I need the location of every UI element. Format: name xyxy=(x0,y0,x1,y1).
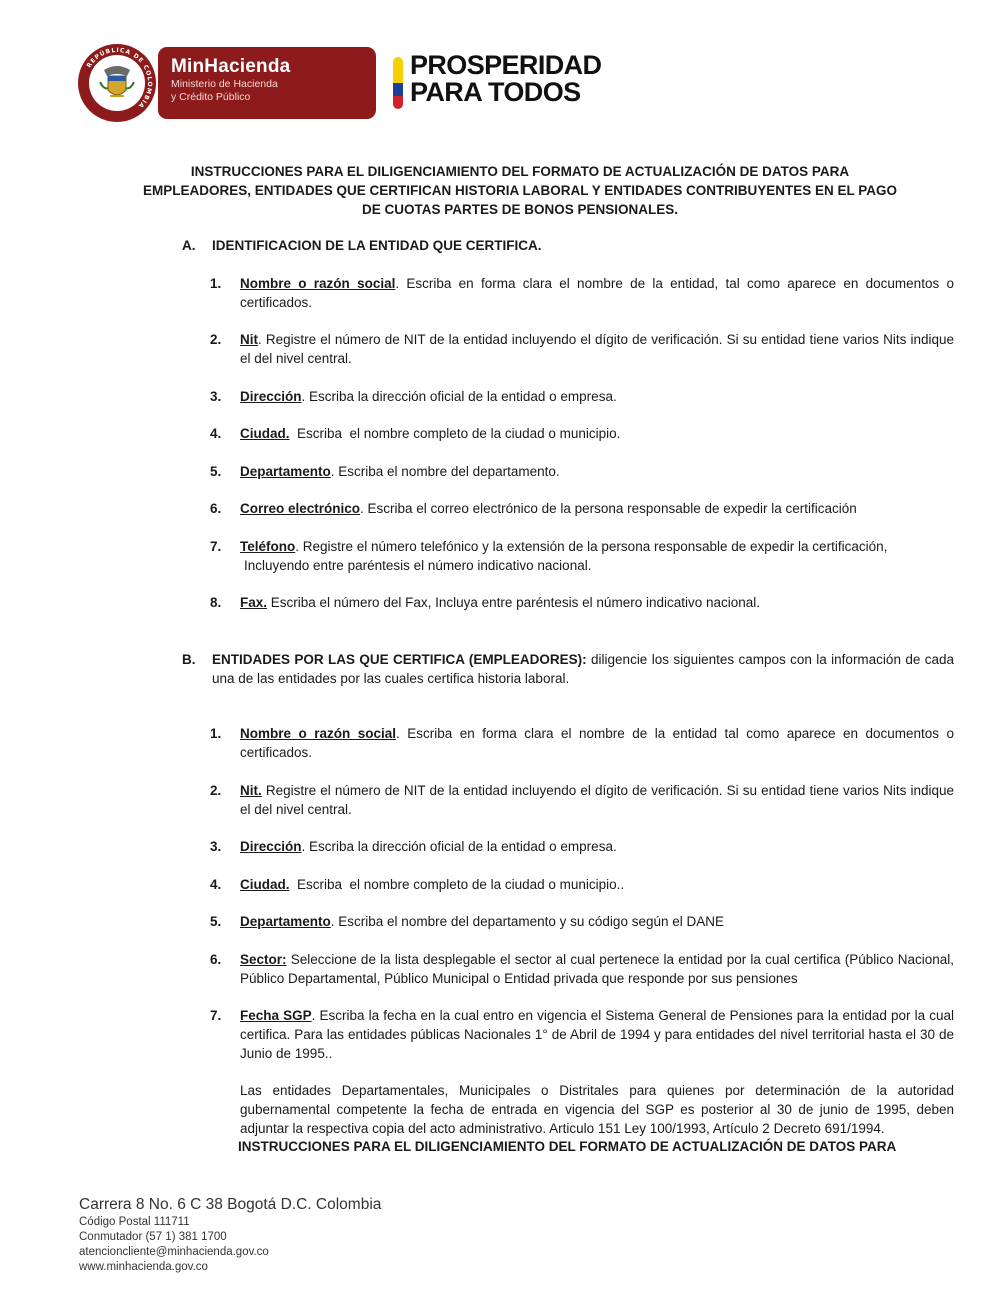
item-text: . Registre el número de NIT de la entidad incluyendo el dígito de verificación. Si su entidad tiene varios Nits indique el del nivel central. xyxy=(240,332,954,366)
item-label: Nombre o razón social xyxy=(240,726,396,741)
seal-ring-icon xyxy=(78,44,156,122)
document-title-line: INSTRUCCIONES PARA EL DILIGENCIAMIENTO DEL FORMATO DE ACTUALIZACIÓN DE DATOS PARA xyxy=(190,164,850,179)
item-text: Escriba el nombre completo de la ciudad o municipio.. xyxy=(289,877,625,892)
footer-phone: Conmutador (57 1) 381 1700 xyxy=(79,1231,227,1243)
ministry-logo-sub1: Ministerio de Hacienda xyxy=(171,78,278,90)
item-number: 7. xyxy=(210,539,222,554)
item-number: 3. xyxy=(210,839,222,854)
item-label: Sector: xyxy=(240,952,287,967)
item-text: Seleccione de la lista desplegable el sector al cual pertenece la entidad por la cual certifica (Público Nacional, Público Departamental, Público Municipal o Entidad privada que responde por sus pensiones xyxy=(240,952,954,986)
legal-note: Las entidades Departamentales, Municipales o Distritales para quienes por determinación de la autoridad gubernamental competente la fecha de entrada en vigencia del SGP es posterior al 30 de junio de 1995, deben adjuntar la respectiva copia del acto administrativo. Articulo 151 Ley 100/1993, Artículo 2 Decreto 691/1994. xyxy=(240,1083,954,1136)
item-label: Correo electrónico xyxy=(240,501,361,516)
item-text: . Escriba el nombre del departamento. xyxy=(330,464,560,479)
ministry-logo-sub2: y Crédito Público xyxy=(171,91,251,103)
item-label: Nit. xyxy=(240,783,262,798)
item-label: Dirección xyxy=(240,839,302,854)
item-label: Nombre o razón social xyxy=(240,276,396,291)
item-number: 7. xyxy=(210,1008,222,1023)
item-number: 2. xyxy=(210,332,222,347)
list-item xyxy=(210,781,954,819)
footer-postal-code: Código Postal 111711 xyxy=(79,1216,190,1228)
item-number: 5. xyxy=(210,464,222,479)
list-item xyxy=(210,424,954,443)
item-number: 5. xyxy=(210,914,222,929)
item-text: . Escriba en forma clara el nombre de la entidad, tal como aparece en documentos o certificados. xyxy=(240,276,954,310)
item-number: 4. xyxy=(210,877,222,892)
item-number: 8. xyxy=(210,595,222,610)
slogan-line-2: PARA TODOS xyxy=(410,77,581,107)
item-label: Departamento xyxy=(240,464,331,479)
section-title: ENTIDADES POR LAS QUE CERTIFICA (EMPLEADORES): xyxy=(212,652,587,667)
item-text: . Escriba la fecha en la cual entro en vigencia el Sistema General de Pensiones para la entidad por la cual certifica. Para las entidades públicas Nacionales 1° de Abril de 1994 y para entidades del nivel territorial hasta el 30 de Junio de 1995.. xyxy=(240,1008,954,1061)
list-item xyxy=(210,274,954,312)
item-text: . Registre el número telefónico y la extensión de la persona responsable de expedir la certificación, xyxy=(295,539,888,554)
list-item xyxy=(210,875,954,894)
item-number: 3. xyxy=(210,389,222,404)
page-footer xyxy=(79,1195,381,1275)
list-item xyxy=(210,537,954,575)
footer-email: atencioncliente@minhacienda.gov.co xyxy=(79,1246,269,1258)
slogan-line-1: PROSPERIDAD xyxy=(410,50,602,80)
document-title-line: EMPLEADORES, ENTIDADES QUE CERTIFICAN HISTORIA LABORAL Y ENTIDADES CONTRIBUYENTES EN EL PAGO xyxy=(142,183,898,198)
list-item xyxy=(210,912,954,931)
item-text: . Escriba el correo electrónico de la persona responsable de expedir la certificación xyxy=(360,501,857,516)
item-number: 4. xyxy=(210,426,222,441)
section-b-heading xyxy=(182,650,954,688)
item-text: . Escriba en forma clara el nombre de la entidad tal como aparece en documentos o certificados. xyxy=(240,726,954,760)
section-letter: B. xyxy=(182,652,196,667)
item-number: 6. xyxy=(210,501,222,516)
document-title-line: DE CUOTAS PARTES DE BONOS PENSIONALES. xyxy=(361,202,679,217)
list-item xyxy=(210,462,954,481)
item-text: . Escriba la dirección oficial de la entidad o empresa. xyxy=(301,389,617,404)
list-item xyxy=(210,593,954,612)
item-label: Teléfono xyxy=(240,539,296,554)
item-number: 1. xyxy=(210,276,222,291)
document-title xyxy=(120,162,920,219)
item-label: Nit xyxy=(240,332,258,347)
list-item xyxy=(210,724,954,762)
minhacienda-logo xyxy=(158,47,376,119)
list-item xyxy=(210,387,954,406)
list-item xyxy=(210,950,954,988)
list-item xyxy=(210,837,954,856)
item-number: 1. xyxy=(210,726,222,741)
item-text: . Escriba el nombre del departamento y su código según el DANE xyxy=(330,914,724,929)
footer-address: Carrera 8 No. 6 C 38 Bogotá D.C. Colombia xyxy=(79,1196,382,1213)
item-text: Registre el número de NIT de la entidad incluyendo el dígito de verificación. Si su entidad tiene varios Nits indique el del nivel central. xyxy=(240,783,954,817)
list-item xyxy=(210,1006,954,1063)
colombia-flag-icon xyxy=(393,57,403,109)
section-a-heading xyxy=(182,236,954,255)
item-text-continued: Incluyendo entre paréntesis el número indicativo nacional. xyxy=(244,558,592,573)
footer-website: www.minhacienda.gov.co xyxy=(79,1261,208,1273)
item-label: Fax. xyxy=(240,595,268,610)
svg-text:REPÚBLICA DE COLOMBIA xyxy=(86,47,154,110)
item-label: Fecha SGP xyxy=(240,1008,312,1023)
item-label: Ciudad. xyxy=(240,877,290,892)
repeated-title: INSTRUCCIONES PARA EL DILIGENCIAMIENTO DEL FORMATO DE ACTUALIZACIÓN DE DATOS PARA xyxy=(238,1139,897,1154)
item-text: . Escriba la dirección oficial de la entidad o empresa. xyxy=(301,839,617,854)
seal-ring-text: REPÚBLICA DE COLOMBIA xyxy=(85,46,154,110)
section-description: diligencie los siguientes campos con la información de cada una de las entidades por las cuales certifica historia laboral. xyxy=(212,652,954,686)
ministry-logo-title: MinHacienda xyxy=(171,56,291,77)
item-text: Escriba el nombre completo de la ciudad o municipio. xyxy=(289,426,621,441)
section-title: IDENTIFICACION DE LA ENTIDAD QUE CERTIFICA. xyxy=(212,238,542,253)
item-number: 2. xyxy=(210,783,222,798)
item-label: Ciudad. xyxy=(240,426,290,441)
list-item xyxy=(210,330,954,368)
item-number: 6. xyxy=(210,952,222,967)
item-text: Escriba el número del Fax, Incluya entre paréntesis el número indicativo nacional. xyxy=(267,595,761,610)
list-item xyxy=(210,499,954,518)
coat-of-arms-seal xyxy=(78,44,156,122)
item-label: Departamento xyxy=(240,914,331,929)
item-label: Dirección xyxy=(240,389,302,404)
prosperidad-logo xyxy=(410,52,601,106)
section-letter: A. xyxy=(182,238,196,253)
